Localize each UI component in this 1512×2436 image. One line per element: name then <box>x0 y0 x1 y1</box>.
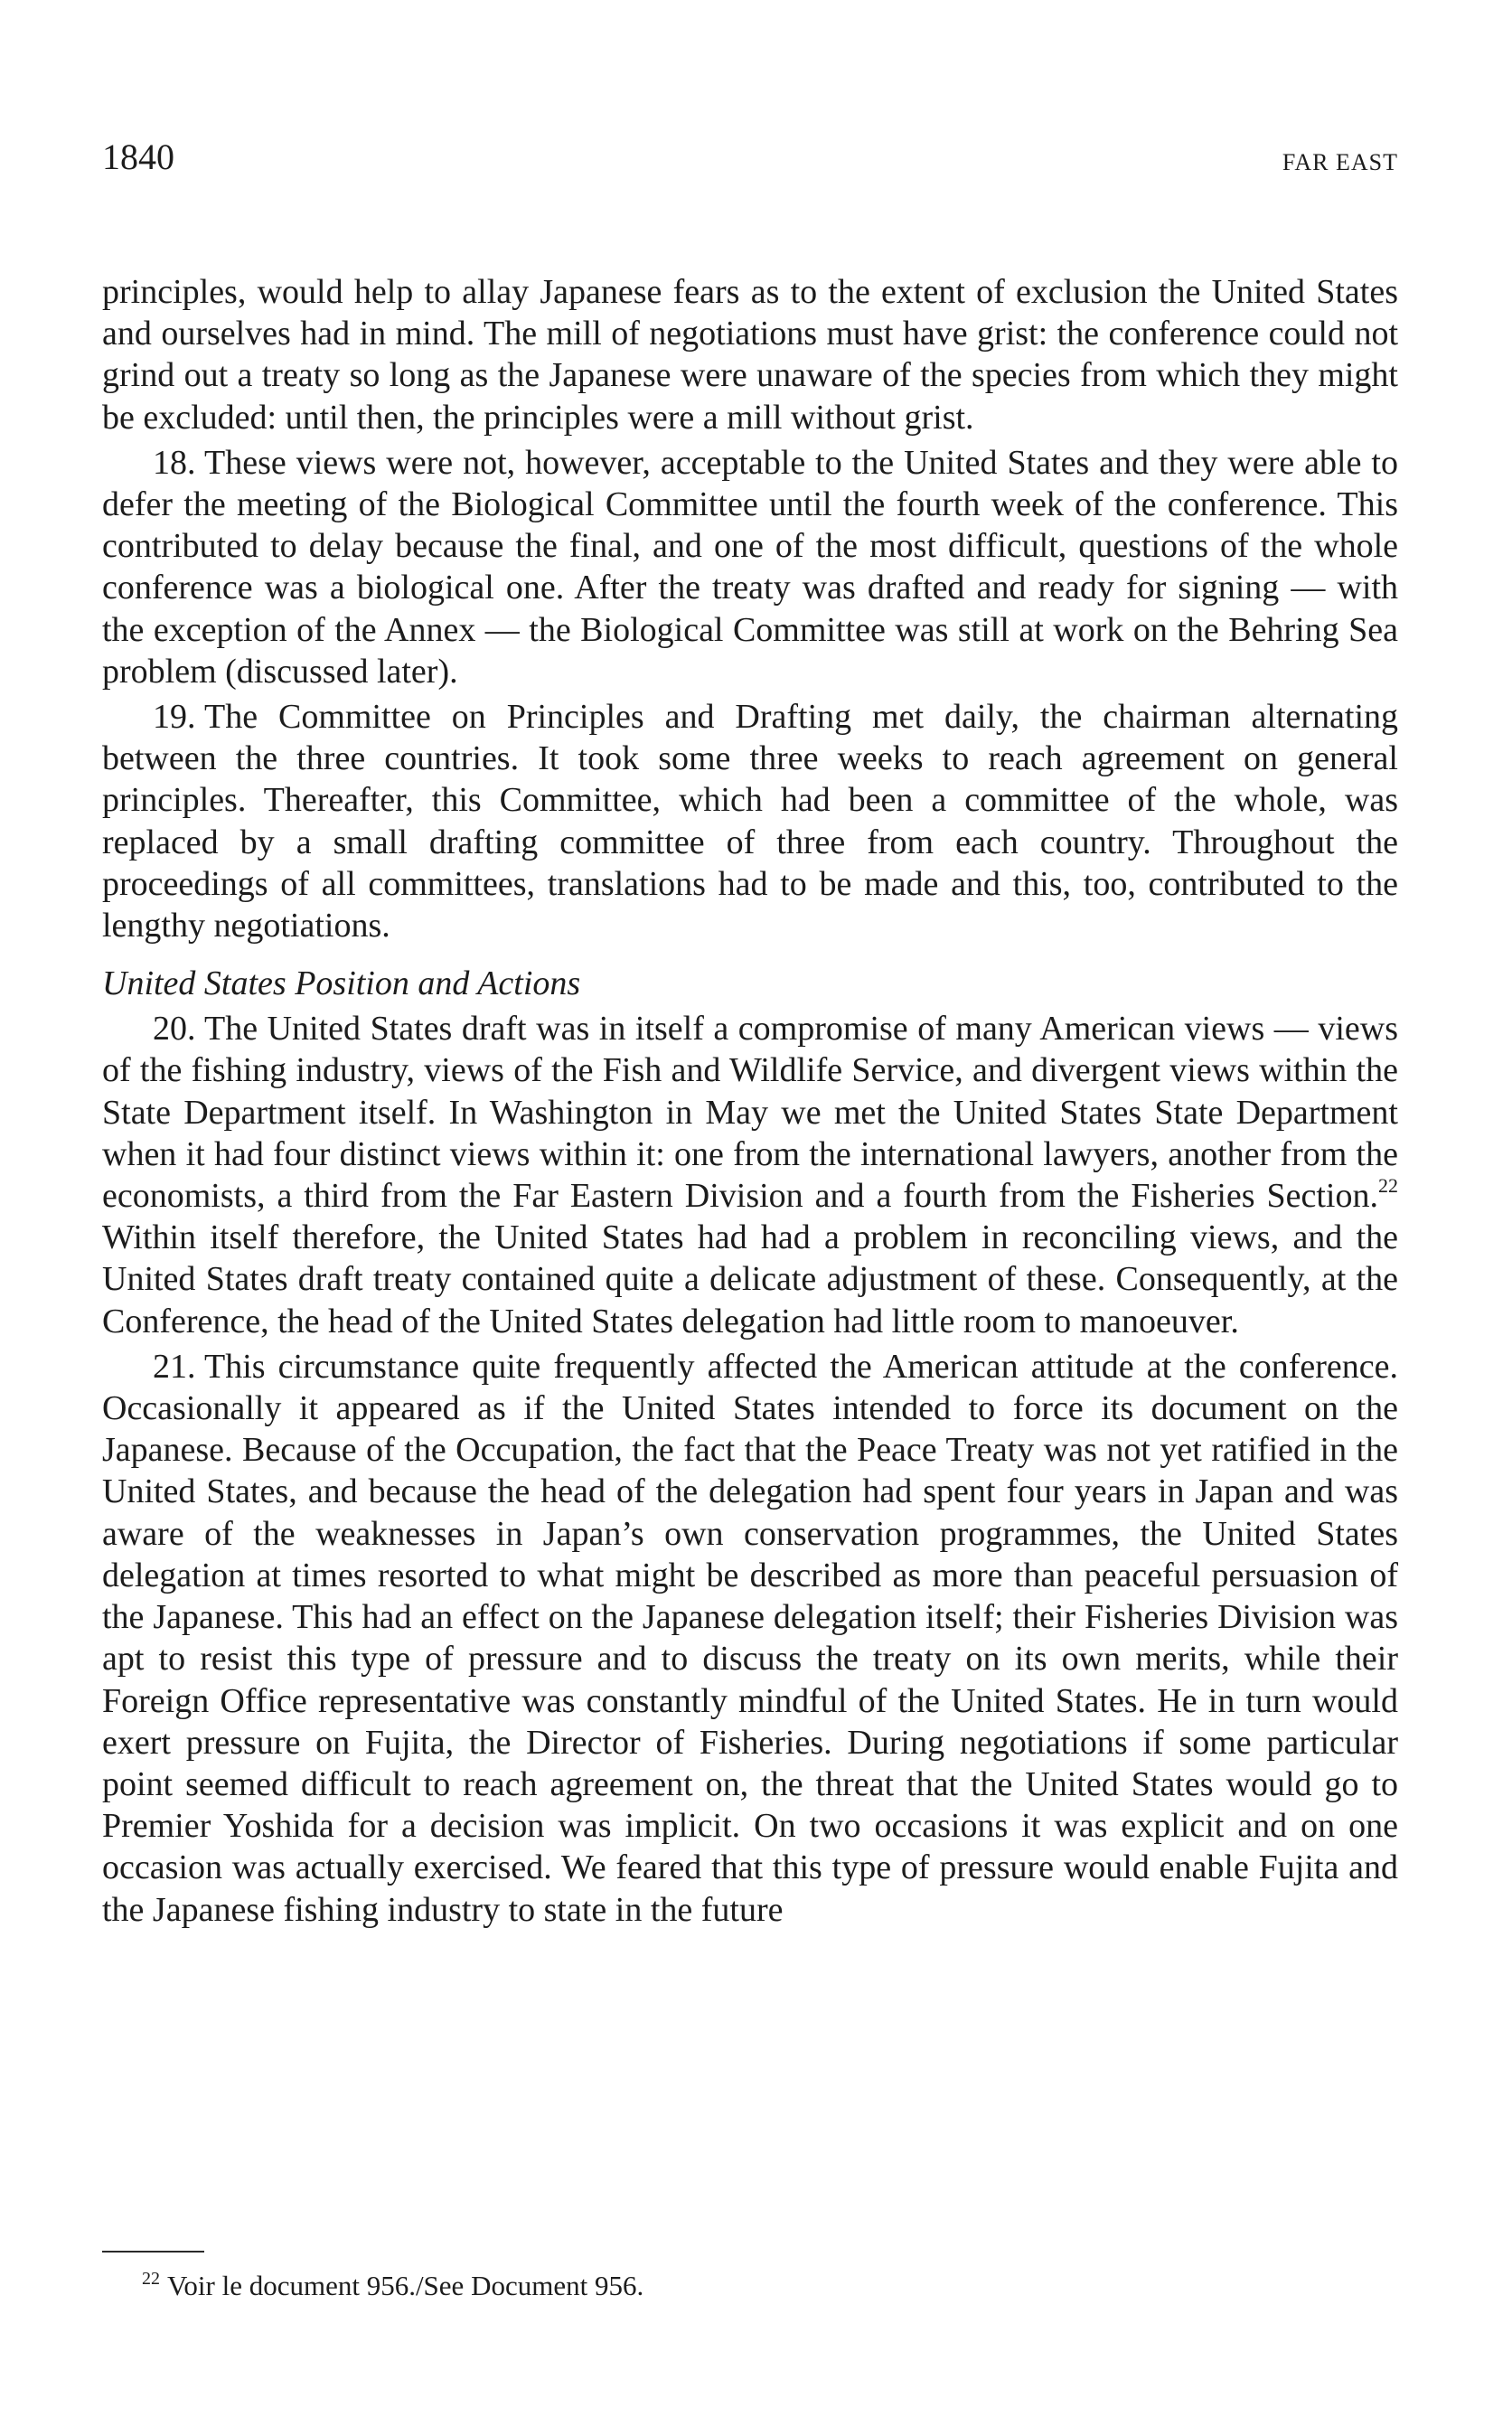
paragraph-continued: principles, would help to allay Japanese fears as to the extent of exclusion the United States and ourselves had in mind. The mill of negotiations must have grist: the conference could not grind out a treaty so long as the Japanese were unaware of the species from which they might be excluded: until then, the principles were a mill without grist. <box>102 273 1398 437</box>
paragraph-text-continued: Within itself therefore, the United States had had a problem in reconciling views, and the United States draft treaty contained quite a delicate adjustment of these. Consequently, at the Conference, the head of the United States delegation had little room to manoeuver. <box>102 1218 1398 1340</box>
footnote-text: Voir le document 956./See Document 956. <box>167 2270 644 2301</box>
paragraph-number: 19. <box>153 698 196 737</box>
section-header: FAR EAST <box>1282 149 1398 175</box>
paragraph-18 <box>102 442 1398 692</box>
paragraph-text: The United States draft was in itself a compromise of many American views — views of the fishing industry, views of the Fish and Wildlife Service, and divergent views within the State Department itself. In Washington in May we met the United States State Department when it had four distinct views within it: one from the international lawyers, another from the economists, a third from the Far Eastern Division and a fourth from the Fisheries Section. <box>102 1010 1398 1216</box>
footnote-marker: 22 <box>142 2269 160 2289</box>
footnote-divider <box>102 2251 204 2253</box>
footnote <box>142 2269 643 2303</box>
paragraph-number: 21. <box>153 1347 196 1386</box>
body-text <box>102 271 1398 1931</box>
section-subheading: United States Position and Actions <box>102 964 581 1003</box>
paragraph-text: These views were not, however, acceptable to the United States and they were able to defer the meeting of the Biological Committee until the fourth week of the conference. This contributed to delay because the final, and one of the most difficult, questions of the whole conference was a biological one. After the treaty was drafted and ready for signing — with the exception of the Annex — the Biological Committee was still at work on the Behring Sea problem (discussed later). <box>102 443 1398 691</box>
paragraph-20 <box>102 1008 1398 1342</box>
paragraph-19 <box>102 696 1398 946</box>
paragraph-number: 18. <box>153 443 196 482</box>
paragraph-number: 20. <box>153 1010 196 1049</box>
paragraph-text: This circumstance quite frequently affected the American attitude at the conference. Occasionally it appeared as if the United States intended to force its document on the Japanese. Because of the Occupation, the fact that the Peace Treaty was not yet ratified in the United States, and because the head of the delegation had spent four years in Japan and was aware of the weaknesses in Japan’s own conservation programmes, the United States delegation at times resorted to what might be described as more than peaceful persuasion of the Japanese. This had an effect on the Japanese delegation itself; their Fisheries Division was apt to resist this type of pressure and to discuss the treaty on its own merits, while their Foreign Office representative was constantly mindful of the United States. He in turn would exert pressure on Fujita, the Director of Fisheries. During negotiations if some particular point seemed difficult to reach agreement on, the threat that the United States would go to Premier Yoshida for a decision was implicit. On two occasions it was explicit and on one occasion was actually exercised. We feared that this type of pressure would enable Fujita and the Japanese fishing industry to state in the future <box>102 1347 1398 1929</box>
paragraph-text: The Committee on Principles and Drafting met daily, the chairman alternating between the three countries. It took some three weeks to reach agreement on general principles. Thereafter, this Committee, which had been a committee of the whole, was replaced by a small drafting committee of three from each country. Throughout the proceedings of all committees, translations had to be made and this, too, contributed to the lengthy negotiations. <box>102 698 1398 945</box>
running-head <box>102 136 1398 190</box>
footnote-reference: 22 <box>1378 1174 1398 1198</box>
paragraph-21 <box>102 1346 1398 1931</box>
document-page <box>102 136 1398 2301</box>
page-number: 1840 <box>102 136 174 177</box>
